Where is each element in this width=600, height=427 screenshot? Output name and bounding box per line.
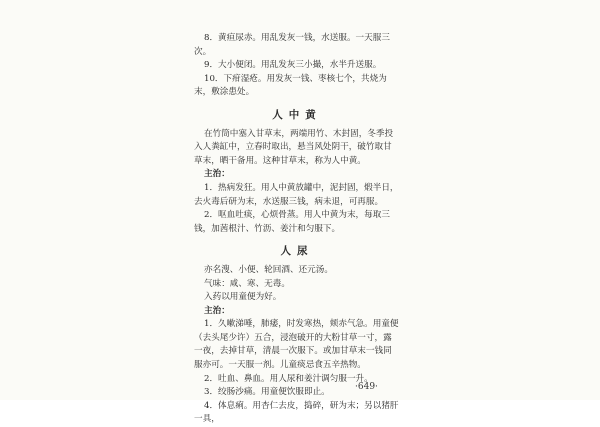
list-item: 1．久嗽涕唾，肺痿，时发寒热，颊赤气急。用童便（去头尾少许）五合，浸泡破开的大粉甘草一寸，露一夜，去掉甘草，清晨一次服下。或加甘草末一钱同服亦可。一天服一剂。儿童痰忌食五辛热物。 xyxy=(194,319,399,371)
list-item: 3．绞肠沙痛。用童便饮服即止。 xyxy=(204,387,330,398)
list-item: 10．下疳湿疮。用发灰一钱、枣核七个，共烧为末，敷涂患处。 xyxy=(194,73,387,98)
list-item: 9．大小便闭。用乱发灰三小撮，水半升送服。 xyxy=(204,60,382,71)
alias-line: 亦名溲、小便、轮回酒、还元汤。 xyxy=(204,264,333,275)
qiwei-line: 气味：咸、寒、无毒。 xyxy=(204,278,290,289)
list-item: 4．体息痢。用杏仁去皮，捣碎，研为末；另以猪肝一具， xyxy=(194,400,399,425)
page-number: ·649· xyxy=(355,382,378,392)
section-intro: 在竹筒中塞入甘草末，两端用竹、木封固，冬季投入人粪缸中，立春时取出，悬当风处阴干，破竹取甘草末，晒干备用。这种甘草末，称为人中黄。 xyxy=(194,128,394,166)
zhuzhi-label: 主治： xyxy=(204,305,230,316)
yaoyong-line: 入药以用童便为好。 xyxy=(204,292,282,303)
section-heading-renniao: 人尿 xyxy=(280,245,314,258)
list-item: 1．热病发狂。用人中黄放罐中，泥封固，煅半日，去火毒后研为末，水送服三钱，病未退，可再服。 xyxy=(194,182,399,207)
zhuzhi-label: 主治： xyxy=(204,169,230,180)
list-item: 8．黄疸尿赤。用乱发灰一钱，水送服。一天服三次。 xyxy=(194,33,390,57)
text-column xyxy=(194,32,400,427)
section-heading-renzhonghuang: 人中黄 xyxy=(272,108,322,121)
list-item: 2．吐血、鼻血。用人尿和姜汁调匀服一升。 xyxy=(204,373,373,384)
list-item: 2．呕血吐痰，心烦骨蒸。用人中黄为末，每取三钱，加茜根汁、竹沥、姜汁和匀服下。 xyxy=(194,210,390,234)
